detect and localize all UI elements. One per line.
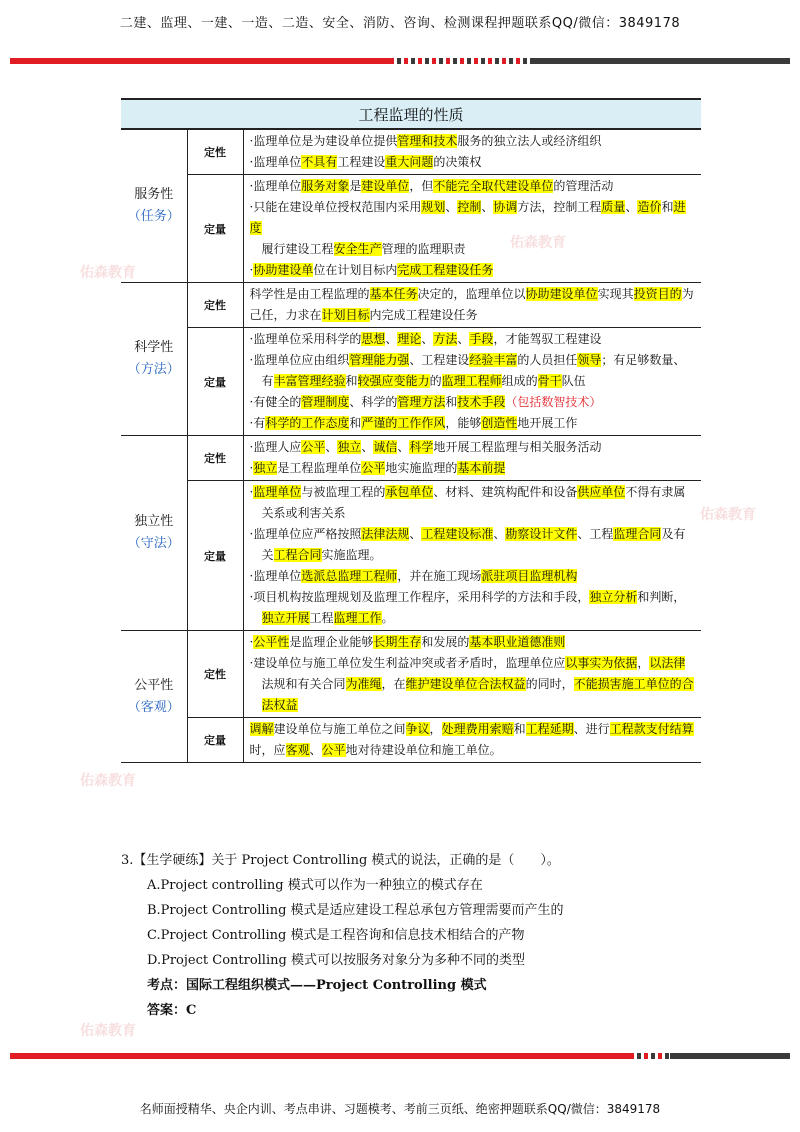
- option-b: B.Project Controlling 模式是适应建设工程总承包方管理需要而产生的: [147, 903, 564, 918]
- option-a: A.Project controlling 模式可以作为一种独立的模式存在: [147, 878, 483, 893]
- category-name: 科学性: [134, 340, 174, 355]
- category-science: [121, 283, 187, 436]
- label-dingxing: 定性: [187, 283, 243, 328]
- category-sub: （守法）: [127, 536, 180, 551]
- category-sub: （客观）: [127, 699, 180, 715]
- category-fairness: [121, 631, 187, 763]
- watermark: 佑森教育: [510, 235, 566, 251]
- watermark: 佑森教育: [80, 1023, 136, 1039]
- category-name: 公平性: [134, 677, 174, 693]
- category-service: [121, 129, 187, 283]
- label-dingxing: 定性: [187, 129, 243, 175]
- page-header: 二建、监理、一建、一造、二造、安全、消防、咨询、检测课程押题联系QQ/微信：3849178: [119, 16, 681, 31]
- category-sub: （任务）: [127, 209, 180, 224]
- category-name: 独立性: [134, 514, 174, 529]
- fairness-qualitative: ·公平性是监理企业能够长期生存和发展的基本职业道德准则 ·建设单位与施工单位发生利益冲突或者矛盾时，监理单位应以事实为依据，以法律 法规和有关合同为准绳，在维护建设单位合法权益的同时，不能损害施工单位的合法权益: [243, 631, 701, 718]
- watermark: 佑森教育: [80, 265, 136, 281]
- table-title: 工程监理的性质: [121, 99, 701, 129]
- watermark: 佑森教育: [80, 773, 136, 789]
- header-stripe: [10, 58, 790, 64]
- option-c: C.Project Controlling 模式是工程咨询和信息技术相结合的产物: [147, 928, 525, 943]
- category-independence: [121, 436, 187, 631]
- option-d: D.Project Controlling 模式可以按服务对象分为多种不同的类型: [147, 953, 525, 968]
- supervision-nature-table: [121, 98, 701, 763]
- service-quantitative: ·监理单位服务对象是建设单位，但不能完全取代建设单位的管理活动 ·只能在建设单位授权范围内采用规划、控制、协调方法，控制工程质量、造价和进度 履行建设工程安全生产管理的监理职责 ·协助建设单位在计划目标内完成工程建设任务: [243, 175, 701, 283]
- label-dingliang: 定量: [187, 175, 243, 283]
- label-dingliang: 定量: [187, 481, 243, 631]
- footer-stripe: [10, 1053, 790, 1059]
- service-qualitative: ·监理单位是为建设单位提供管理和技术服务的独立法人或经济组织 ·监理单位不具有工程建设重大问题的决策权: [243, 129, 701, 175]
- practice-question: [121, 848, 761, 1023]
- independence-quantitative: ·监理单位与被监理工程的承包单位、材料、建筑构配件和设备供应单位不得有隶属 关系或利害关系 ·监理单位应严格按照法律法规、工程建设标准、勘察设计文件、工程监理合同及有 关工程合同实施监理。 ·监理单位选派总监理工程师，并在施工现场派驻项目监理机构 ·项目机构按监理规划及监理工作程序，采用科学的方法和手段，独立分析和判断， 独立开展工程监理工作。: [243, 481, 701, 631]
- science-qualitative: 科学性是由工程监理的基本任务决定的，监理单位以协助建设单位实现其投资目的为己任，力求在计划目标内完成工程建设任务: [243, 283, 701, 328]
- category-name: 服务性: [134, 187, 174, 202]
- label-dingliang: 定量: [187, 328, 243, 436]
- answer: 答案：C: [147, 1003, 197, 1018]
- category-sub: （方法）: [127, 362, 180, 377]
- fairness-quantitative: 调解建设单位与施工单位之间争议，处理费用索赔和工程延期、进行工程款支付结算时，应客观、公平地对待建设单位和施工单位。: [243, 718, 701, 763]
- kaodian: 考点：国际工程组织模式——Project Controlling 模式: [147, 978, 487, 993]
- page-footer: 名师面授精华、央企内训、考点串讲、习题模考、考前三页纸、绝密押题联系QQ/微信：3849178: [139, 1102, 661, 1116]
- science-quantitative: ·监理单位采用科学的思想、理论、方法、手段，才能驾驭工程建设 ·监理单位应由组织管理能力强、工程建设经验丰富的人员担任领导；有足够数量、 有丰富管理经验和较强应变能力的监理工程师组成的骨干队伍 ·有健全的管理制度、科学的管理方法和技术手段（包括数智技术） ·有科学的工作态度和严谨的工作作风，能够创造性地开展工作: [243, 328, 701, 436]
- independence-qualitative: ·监理人应公平、独立、诚信、科学地开展工程监理与相关服务活动 ·独立是工程监理单位公平地实施监理的基本前提: [243, 436, 701, 481]
- watermark: 佑森教育: [700, 507, 756, 523]
- label-dingliang: 定量: [187, 718, 243, 763]
- question-stem: 3.【生学硬练】关于 Project Controlling 模式的说法，正确的是（ ）。: [121, 853, 560, 868]
- label-dingxing: 定性: [187, 436, 243, 481]
- label-dingxing: 定性: [187, 631, 243, 718]
